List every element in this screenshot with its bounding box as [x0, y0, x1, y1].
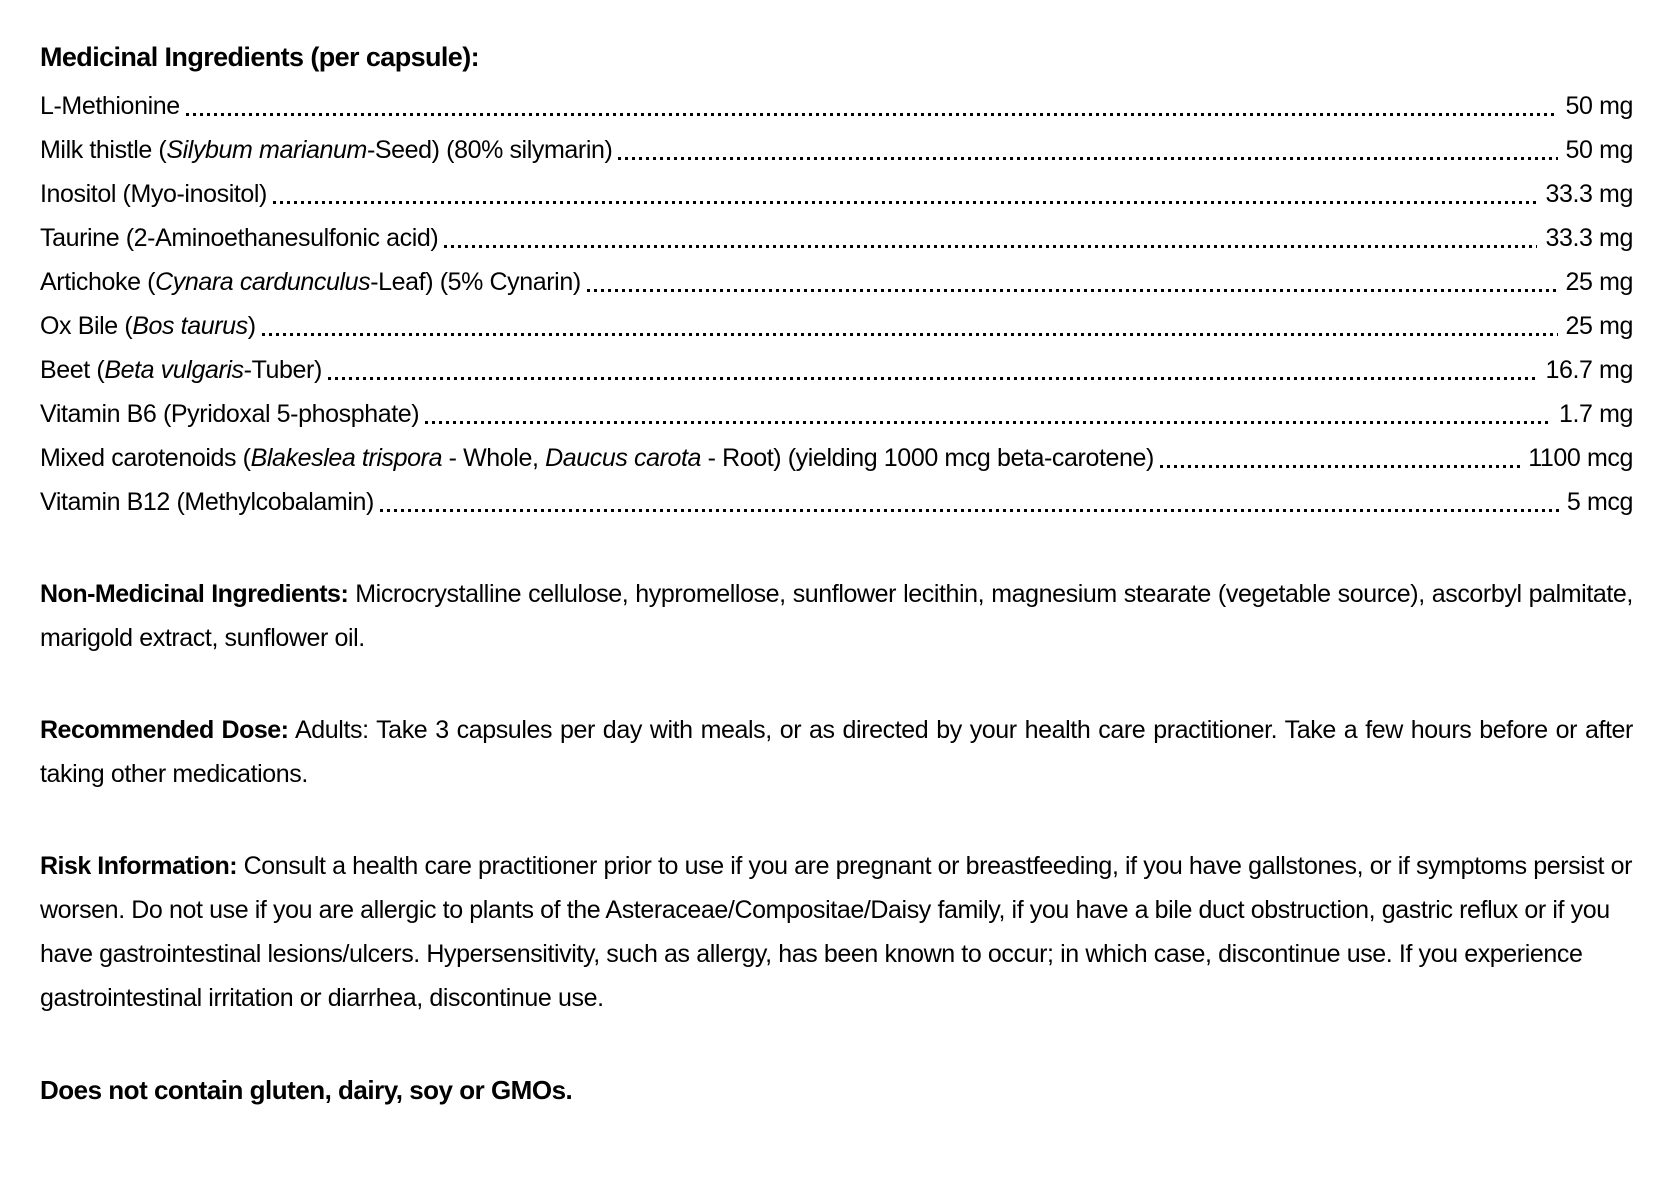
ingredient-amount: 33.3 mg — [1545, 180, 1633, 208]
ingredient-name — [40, 480, 374, 524]
ingredient-name-text: Artichoke ( — [40, 268, 156, 296]
allergen-statement: Does not contain gluten, dairy, soy or GMOs. — [40, 1075, 573, 1105]
section-paragraph — [40, 708, 1633, 796]
ingredient-amount: 5 mcg — [1566, 488, 1633, 516]
dot-leader — [380, 509, 1559, 512]
ingredient-amount: 33.3 mg — [1545, 224, 1633, 252]
ingredient-amount: 16.7 mg — [1545, 356, 1633, 384]
dot-leader — [328, 377, 1538, 380]
ingredient-name — [40, 436, 1154, 480]
ingredient-row — [40, 260, 1633, 304]
ingredient-row — [40, 436, 1633, 480]
ingredient-amount: 1100 mcg — [1528, 444, 1633, 472]
section-text: Microcrystalline cellulose, hypromellose, sunflower lecithin, magnesium stearate (vegetable source), ascorbyl palmitate, marigold extract, sunflower oil. — [40, 580, 1633, 652]
dot-leader — [444, 245, 1537, 248]
latin-binomial-italic: Silybum marianum — [166, 136, 367, 164]
ingredient-name-text: - Whole, — [442, 444, 546, 472]
section-text: Consult a health care practitioner prior to use if you are pregnant or breastfeeding, if you have gallstones, or if symptoms persist or worsen. Do not use if you are allergic to plants of the Asteraceae/Compositae/Daisy family, if you have a bile duct obstruction, gastric reflux or if you have gastrointestinal lesions/ulcers. Hypersensitivity, such as allergy, has been known to occur; in which case, discontinue use. If you experience gastrointestinal irritation or diarrhea, discontinue use. — [40, 852, 1633, 1012]
ingredient-row — [40, 84, 1633, 128]
ingredient-name-text: Vitamin B12 (Methylcobalamin) — [40, 488, 374, 516]
section-paragraph — [40, 844, 1633, 1020]
ingredient-row — [40, 480, 1633, 524]
latin-binomial-italic: Daucus carota — [545, 444, 702, 472]
section-label: Risk Information: — [40, 852, 238, 880]
ingredient-name-text: -Seed) (80% silymarin) — [366, 136, 613, 164]
ingredient-name-text: L-Methionine — [40, 92, 180, 120]
ingredient-name-text: Ox Bile ( — [40, 312, 133, 340]
section-paragraph — [40, 572, 1633, 660]
latin-binomial-italic: Blakeslea trispora — [250, 444, 443, 472]
ingredient-row — [40, 172, 1633, 216]
ingredient-list — [40, 84, 1633, 524]
dot-leader — [262, 333, 1558, 336]
section-label: Recommended Dose: — [40, 716, 289, 744]
medicinal-ingredients-title: Medicinal Ingredients (per capsule): — [40, 42, 479, 72]
ingredient-amount: 25 mg — [1565, 268, 1633, 296]
ingredient-amount: 50 mg — [1565, 92, 1633, 120]
section-label: Non-Medicinal Ingredients: — [40, 580, 349, 608]
dot-leader — [1160, 465, 1520, 468]
ingredient-name — [40, 172, 267, 216]
ingredient-amount: 50 mg — [1565, 136, 1633, 164]
ingredient-name-text: Milk thistle ( — [40, 136, 167, 164]
info-sections — [40, 572, 1633, 1020]
ingredient-name — [40, 392, 419, 436]
dot-leader — [186, 113, 1558, 116]
latin-binomial-italic: Bos taurus — [132, 312, 248, 340]
dot-leader — [587, 289, 1558, 292]
ingredient-name-text: Taurine (2-Aminoethanesulfonic acid) — [40, 224, 439, 252]
ingredient-name-text: Mixed carotenoids ( — [40, 444, 251, 472]
section-text: Adults: Take 3 capsules per day with meals, or as directed by your health care practitioner. Take a few hours before or after taking other medications. — [40, 716, 1633, 788]
ingredient-name-text: -Leaf) (5% Cynarin) — [370, 268, 581, 296]
ingredient-amount: 25 mg — [1565, 312, 1633, 340]
ingredient-name — [40, 348, 322, 392]
ingredient-row — [40, 392, 1633, 436]
ingredient-name — [40, 84, 180, 128]
ingredient-row — [40, 128, 1633, 172]
dot-leader — [425, 421, 1551, 424]
dot-leader — [618, 157, 1557, 160]
ingredient-name — [40, 216, 438, 260]
ingredient-name-text: Inositol (Myo-inositol) — [40, 180, 267, 208]
ingredient-name-text: -Tuber) — [243, 356, 322, 384]
ingredient-name-text: Vitamin B6 (Pyridoxal 5-phosphate) — [40, 400, 420, 428]
ingredient-name-text: Beet ( — [40, 356, 105, 384]
latin-binomial-italic: Beta vulgaris — [104, 356, 244, 384]
ingredient-name — [40, 128, 612, 172]
ingredient-row — [40, 348, 1633, 392]
ingredient-name — [40, 260, 581, 304]
ingredient-row — [40, 304, 1633, 348]
latin-binomial-italic: Cynara cardunculus — [155, 268, 371, 296]
ingredient-amount: 1.7 mg — [1558, 400, 1633, 428]
ingredient-name-text: ) — [247, 312, 256, 340]
ingredient-name — [40, 304, 256, 348]
ingredient-row — [40, 216, 1633, 260]
dot-leader — [273, 201, 1537, 204]
ingredient-name-text: - Root) (yielding 1000 mcg beta-carotene) — [701, 444, 1154, 472]
